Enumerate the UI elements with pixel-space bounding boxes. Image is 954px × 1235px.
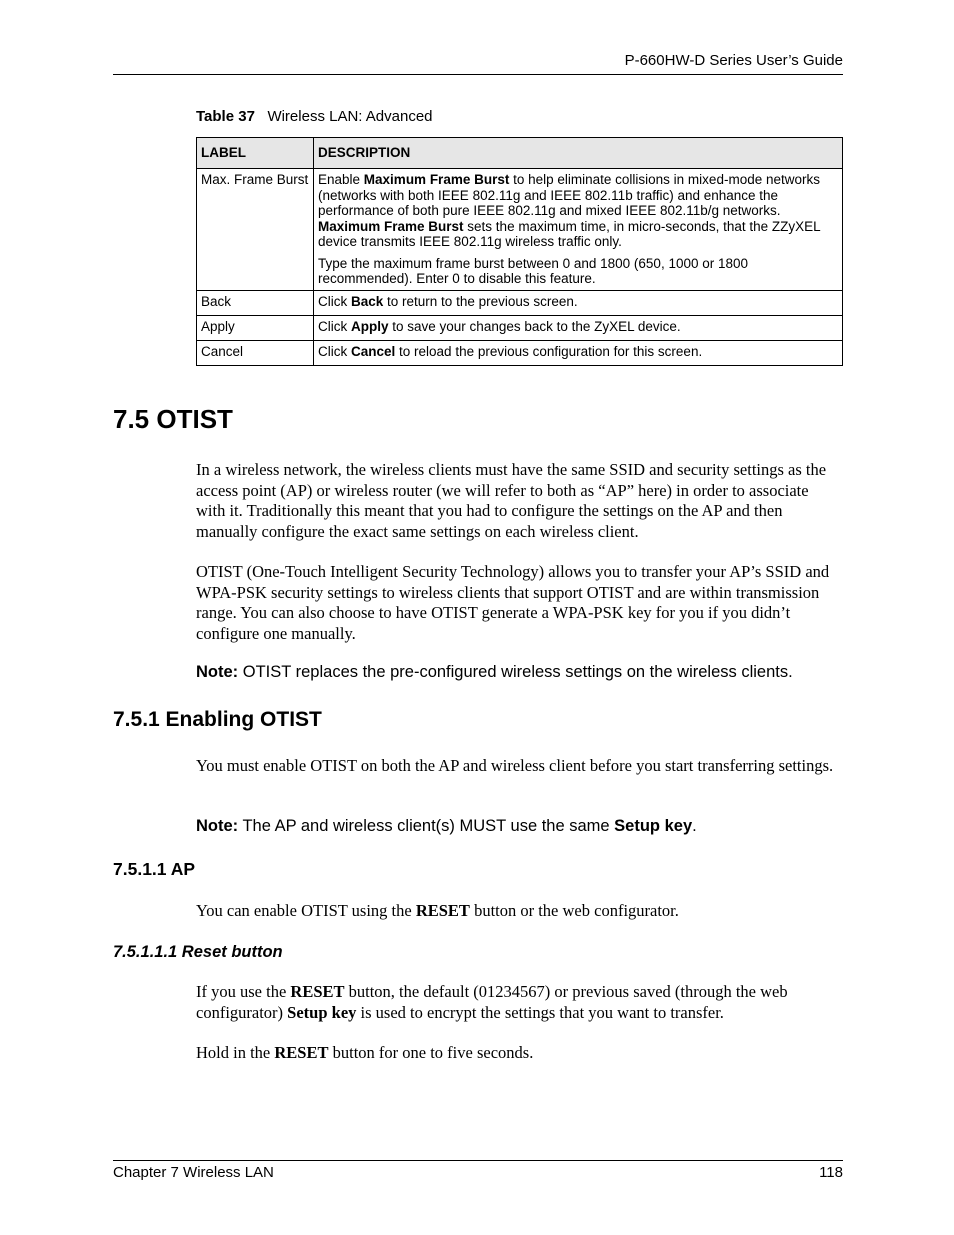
reset-paragraph-2 bbox=[196, 1043, 842, 1064]
subsection-heading: 7.5.1 Enabling OTIST bbox=[113, 708, 322, 731]
row-description bbox=[314, 315, 843, 340]
column-header-description: DESCRIPTION bbox=[314, 138, 843, 169]
reset-paragraph-1 bbox=[196, 982, 842, 1023]
section-heading: 7.5 OTIST bbox=[113, 404, 233, 434]
column-header-label: LABEL bbox=[197, 138, 314, 169]
text-run: You can enable OTIST using the bbox=[196, 901, 416, 920]
row-label: Back bbox=[197, 290, 314, 315]
row-label: Max. Frame Burst bbox=[197, 169, 314, 291]
text-run: button, the default (01234567) or previous saved (through the web configurator) bbox=[196, 982, 788, 1022]
table-row bbox=[197, 315, 843, 340]
wireless-lan-advanced-table bbox=[196, 137, 843, 366]
table-caption bbox=[196, 108, 433, 125]
note-text: OTIST replaces the pre-configured wireless settings on the wireless clients. bbox=[238, 663, 793, 681]
enabling-otist-paragraph: You must enable OTIST on both the AP and wireless client before you start transferring settings. bbox=[196, 756, 834, 775]
table-caption-text: Wireless LAN: Advanced bbox=[267, 108, 433, 125]
row-label: Apply bbox=[197, 315, 314, 340]
bold-term: Back bbox=[351, 293, 384, 309]
table-header-row bbox=[197, 138, 843, 169]
note-otist-replaces bbox=[196, 663, 842, 682]
text-run: to save your changes back to the ZyXEL device. bbox=[388, 318, 681, 334]
description-paragraph bbox=[318, 172, 838, 250]
text-run: If you use the bbox=[196, 982, 291, 1001]
bold-term: RESET bbox=[274, 1043, 329, 1062]
table-row bbox=[197, 290, 843, 315]
table-row bbox=[197, 169, 843, 291]
text-run: sets the maximum time, in micro-seconds, that the ZZyXEL device transmits IEEE 802.11g wireless traffic only. bbox=[318, 218, 821, 249]
bold-term: Cancel bbox=[351, 343, 396, 359]
text-run: Enable bbox=[318, 172, 364, 187]
otist-intro-paragraph: In a wireless network, the wireless clients must have the same SSID and security settings as the access point (AP) or wireless router (we will refer to both as “AP” here) in order to associate with it. Traditionally this meant that you had to configure the settings on the AP and then manually configure the exact same settings on each wireless client. bbox=[196, 460, 827, 541]
bold-term: RESET bbox=[415, 901, 470, 920]
text-run: Click bbox=[318, 343, 351, 359]
text-run: to help eliminate collisions in mixed-mode networks (networks with both IEEE 802.11g and IEEE 802.11b traffic) and enhance the performance of both pure IEEE 802.11g and mixed IEEE 802.11b/g networks. bbox=[318, 172, 820, 218]
note-label: Note: bbox=[196, 817, 239, 835]
page-header bbox=[113, 50, 843, 75]
note-text: The AP and wireless client(s) MUST use the same bbox=[238, 817, 615, 835]
text-run: Click bbox=[318, 293, 351, 309]
bold-term: RESET bbox=[290, 982, 345, 1001]
text-run: button for one to five seconds. bbox=[328, 1043, 534, 1062]
footer-chapter: Chapter 7 Wireless LAN bbox=[113, 1164, 274, 1181]
page-footer bbox=[113, 1160, 843, 1181]
text-run: to reload the previous configuration for this screen. bbox=[395, 343, 703, 359]
row-description bbox=[314, 340, 843, 365]
reset-button-heading: 7.5.1.1.1 Reset button bbox=[113, 943, 283, 961]
row-description bbox=[314, 290, 843, 315]
ap-paragraph bbox=[196, 901, 842, 922]
text-run: is used to encrypt the settings that you want to transfer. bbox=[356, 1002, 724, 1022]
footer-page-number: 118 bbox=[819, 1164, 843, 1181]
table-row bbox=[197, 340, 843, 365]
note-label: Note: bbox=[196, 663, 239, 681]
ap-heading: 7.5.1.1 AP bbox=[113, 859, 196, 879]
row-label: Cancel bbox=[197, 340, 314, 365]
bold-term: Maximum Frame Burst bbox=[318, 218, 464, 234]
text-run: to return to the previous screen. bbox=[383, 293, 578, 309]
bold-term: Setup key bbox=[287, 1002, 357, 1022]
table-caption-label: Table 37 bbox=[196, 108, 255, 125]
note-text: . bbox=[692, 817, 697, 835]
description-paragraph: Type the maximum frame burst between 0 and 1800 (650, 1000 or 1800 recommended). Enter 0 to disable this feature. bbox=[318, 255, 749, 286]
bold-term: Setup key bbox=[614, 817, 693, 835]
header-title: P-660HW-D Series User’s Guide bbox=[624, 52, 843, 69]
row-description bbox=[314, 169, 843, 291]
note-setup-key bbox=[196, 817, 842, 836]
otist-description-paragraph: OTIST (One-Touch Intelligent Security Technology) allows you to transfer your AP’s SSID and WPA-PSK security settings to wireless clients that support OTIST and are within transmission range. You can also choose to have OTIST generate a WPA-PSK key for you if you didn’t configure one manually. bbox=[196, 562, 830, 643]
bold-term: Apply bbox=[351, 318, 389, 334]
text-run: Click bbox=[318, 318, 351, 334]
text-run: Hold in the bbox=[196, 1043, 275, 1062]
bold-term: Maximum Frame Burst bbox=[363, 172, 510, 187]
text-run: button or the web configurator. bbox=[469, 901, 679, 920]
